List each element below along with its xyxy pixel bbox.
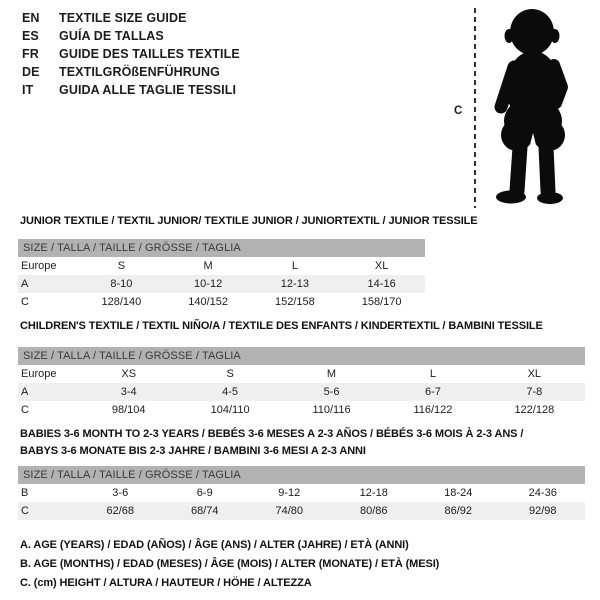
table-cell: 14-16 [367, 278, 396, 290]
row-label: A [21, 278, 29, 290]
language-title: GUÍA DE TALLAS [59, 29, 164, 43]
babies-size-table [18, 466, 585, 520]
table-cell: 80/86 [359, 505, 388, 517]
language-row-fr [22, 45, 240, 63]
table-row [18, 383, 585, 401]
table-cell: 12-18 [359, 487, 388, 499]
table-cell: 158/170 [361, 296, 402, 308]
language-code: EN [22, 11, 40, 25]
language-code: FR [22, 47, 39, 61]
table-cell: 7-8 [526, 386, 543, 398]
legend-line-age-months: B. AGE (MONTHS) / EDAD (MESES) / ÂGE (MOIS) / ALTER (MONATE) / ETÀ (MESI) [20, 558, 440, 570]
language-row-it [22, 81, 240, 99]
table-cell: S [117, 260, 126, 272]
table-cell: 86/92 [444, 505, 473, 517]
size-header-band: SIZE / TALLA / TAILLE / GRÖSSE / TAGLIA [18, 347, 585, 365]
table-cell: 9-12 [278, 487, 301, 499]
row-label: A [21, 386, 29, 398]
table-cell: 74/80 [275, 505, 304, 517]
row-label: Europe [21, 368, 57, 380]
table-cell: 3-6 [112, 487, 129, 499]
table-cell: L [429, 368, 436, 380]
row-label: Europe [21, 260, 57, 272]
table-cell: 6-9 [196, 487, 213, 499]
language-title: TEXTILGRÖßENFÜHRUNG [59, 65, 220, 79]
babies-section-title-line1: BABIES 3-6 MONTH TO 2-3 YEARS / BEBÉS 3-6 MESES A 2-3 AÑOS / BÉBÉS 3-6 MOIS À 2-3 ANS / [20, 428, 524, 440]
table-cell: 122/128 [514, 404, 555, 416]
language-row-de [22, 63, 240, 81]
baby-silhouette-icon [486, 5, 588, 209]
legend [20, 536, 439, 593]
children-size-table [18, 347, 585, 419]
language-title: TEXTILE SIZE GUIDE [59, 11, 187, 25]
table-cell: 68/74 [190, 505, 219, 517]
height-measure-label: C [454, 105, 463, 117]
legend-line-age-years: A. AGE (YEARS) / EDAD (AÑOS) / ÂGE (ANS) / ALTER (JAHRE) / ETÀ (ANNI) [20, 539, 409, 551]
row-label: C [21, 404, 29, 416]
children-section-title: CHILDREN'S TEXTILE / TEXTIL NIÑO/A / TEXTILE DES ENFANTS / KINDERTEXTIL / BAMBINI TESSILE [20, 320, 543, 332]
table-cell: 8-10 [110, 278, 133, 290]
language-row-es [22, 27, 240, 45]
size-header-band: SIZE / TALLA / TAILLE / GRÖSSE / TAGLIA [18, 239, 425, 257]
table-row [18, 257, 425, 275]
table-cell: 104/110 [210, 404, 250, 416]
table-cell: 98/104 [111, 404, 146, 416]
table-cell: 3-4 [120, 386, 137, 398]
table-cell: 116/122 [413, 404, 453, 416]
table-cell: M [203, 260, 213, 272]
babies-section-title-line2: BABYS 3-6 MONATE BIS 2-3 JAHRE / BAMBINI 3-6 MESI A 2-3 ANNI [20, 445, 366, 457]
table-row [18, 365, 585, 383]
language-row-en [22, 9, 240, 27]
table-cell: 24-36 [528, 487, 557, 499]
table-cell: 140/152 [188, 296, 228, 308]
row-label: C [21, 296, 29, 308]
table-cell: 62/68 [106, 505, 135, 517]
language-code: DE [22, 65, 40, 79]
junior-section-title: JUNIOR TEXTILE / TEXTIL JUNIOR/ TEXTILE JUNIOR / JUNIORTEXTIL / JUNIOR TESSILE [20, 215, 478, 227]
table-cell: 6-7 [424, 386, 441, 398]
table-cell: XL [374, 260, 389, 272]
table-cell: M [326, 368, 337, 380]
table-cell: 128/140 [101, 296, 142, 308]
table-cell: 110/116 [312, 404, 351, 416]
table-row [18, 484, 585, 502]
table-row [18, 502, 585, 520]
row-label: C [21, 505, 29, 517]
table-cell: 4-5 [222, 386, 239, 398]
table-cell: 152/158 [274, 296, 315, 308]
table-row [18, 401, 585, 419]
row-label: B [21, 487, 29, 499]
table-cell: 5-6 [323, 386, 340, 398]
table-cell: 18-24 [444, 487, 473, 499]
language-title: GUIDA ALLE TAGLIE TESSILI [59, 83, 237, 97]
junior-size-table [18, 239, 425, 311]
legend-line-height-cm: C. (cm) HEIGHT / ALTURA / HAUTEUR / HÖHE / ALTEZZA [20, 577, 312, 589]
table-cell: 10-12 [194, 278, 223, 290]
table-cell: XL [527, 368, 542, 380]
table-row [18, 275, 425, 293]
size-header-band: SIZE / TALLA / TAILLE / GRÖSSE / TAGLIA [18, 466, 585, 484]
table-cell: 92/98 [528, 505, 557, 517]
table-cell: L [291, 260, 298, 272]
language-code: IT [22, 83, 34, 97]
language-title: GUIDE DES TAILLES TEXTILE [59, 47, 240, 61]
language-list [22, 9, 240, 99]
table-cell: 12-13 [280, 278, 309, 290]
table-cell: XS [121, 368, 137, 380]
language-code: ES [22, 29, 39, 43]
table-row [18, 293, 425, 311]
height-measure-dashed-line [474, 8, 476, 208]
table-cell: S [226, 368, 234, 380]
